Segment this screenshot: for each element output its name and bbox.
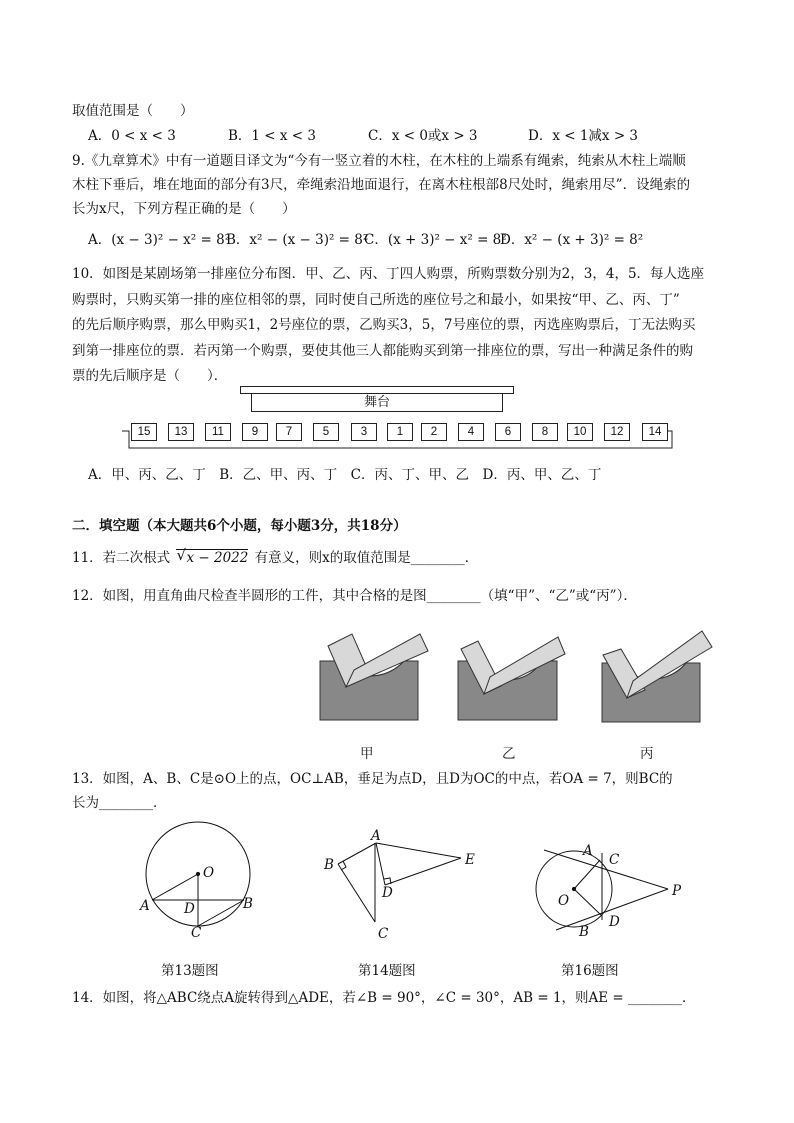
seat-2: 2 [421, 423, 447, 441]
seat-3: 3 [351, 423, 377, 441]
seat-12: 12 [604, 423, 630, 441]
fig14-label-a: A [371, 828, 381, 844]
caption-fig14: 第14题图 [358, 963, 416, 979]
fig16-label-c: C [609, 852, 620, 868]
fig13-label-a: A [140, 898, 150, 914]
figure-16 [536, 850, 668, 930]
q8-stem-tail: 取值范围是（ ） [72, 103, 194, 119]
fig13-label-d: D [184, 901, 195, 917]
fig14-label-b: B [324, 857, 334, 873]
fig13-label-b: B [243, 896, 253, 912]
q9-option-a: A．(x − 3)² − x² = 8² [88, 232, 231, 248]
q9-line1: 9.《九章算术》中有一道题目译文为“今有一竖立着的木柱，在木柱的上端系有绳索，纯索从木柱上端顺 [72, 153, 686, 169]
label-jia: 甲 [360, 746, 374, 762]
q13-line1: 13．如图，A、B、C是⊙O上的点，OC⊥AB，垂足为点D，且D为OC的中点，若OA = 7，则BC的 [72, 771, 673, 787]
fig16-label-p: P [672, 883, 682, 899]
fig14-label-c: C [378, 926, 389, 942]
q11-radicand: x − 2022 [186, 550, 249, 566]
caption-fig16: 第16题图 [561, 963, 619, 979]
q14-text: 14．如图，将△ABC绕点A旋转得到△ADE，若∠B = 90°，∠C = 30°，AB = 1，则AE = ________． [72, 990, 696, 1006]
seat-1: 1 [387, 423, 413, 441]
fig16-label-o: O [558, 893, 570, 909]
q8-option-b: B．1 < x < 3 [228, 128, 317, 144]
figure-14 [338, 843, 461, 922]
q9-line2: 木柱下垂后，堆在地面的部分有3尺，牵绳索沿地面退行，在离木柱根部8尺处时，绳索用尽”．设绳索的 [72, 177, 691, 193]
q10-line1: 10．如图是某剧场第一排座位分布图．甲、乙、丙、丁四人购票，所购票数分别为2，3，4，5．每人选座 [72, 266, 705, 282]
seat-10: 10 [567, 423, 593, 441]
fig16-label-a: A [583, 843, 593, 859]
seat-6: 6 [495, 423, 521, 441]
caption-fig13: 第13题图 [161, 963, 219, 979]
q11-post: 有意义，则x的取值范围是________． [254, 550, 479, 566]
q9-option-c: C．(x + 3)² − x² = 8² [364, 232, 507, 248]
label-yi: 乙 [502, 746, 516, 762]
seat-15: 15 [131, 423, 157, 441]
sqrt-symbol: √ [176, 546, 187, 564]
q13-line2: 长为________． [72, 795, 167, 811]
q8-option-d: D．x < 1减x > 3 [528, 128, 639, 144]
seat-7: 7 [276, 423, 302, 441]
fig14-label-e: E [465, 852, 475, 868]
q8-option-c: C．x < 0或x > 3 [368, 128, 478, 144]
fig16-label-b: B [579, 924, 589, 940]
figure-13 [146, 822, 250, 926]
seat-11: 11 [205, 423, 231, 441]
q10-line3: 的先后顺序购票，那么甲购买1，2号座位的票，乙购买3，5，7号座位的票，丙选座购票后，丁无法购买 [72, 317, 696, 333]
q10-options: A．甲、丙、乙、丁 B．乙、甲、丙、丁 C．丙、丁、甲、乙 D．丙、甲、乙、丁 [88, 467, 602, 483]
q10-line2: 购票时，只购买第一排的座位相邻的票，同时使自己所选的座位号之和最小，如果按“甲、乙、丙、丁” [72, 292, 680, 308]
fig16-label-d: D [609, 914, 620, 930]
q10-line5: 票的先后顺序是（ ）． [72, 368, 228, 384]
q12-text: 12．如图，用直角曲尺检查半圆形的工件，其中合格的是图________（填“甲”、“乙”或“丙”）． [72, 588, 637, 604]
q8-option-a: A．0 < x < 3 [88, 128, 176, 144]
section-heading: 二．填空题（本大题共6个小题，每小题3分，共18分） [72, 518, 407, 534]
seat-4: 4 [458, 423, 484, 441]
seat-8: 8 [532, 423, 558, 441]
stage-label: 舞台 [251, 393, 503, 412]
q9-line3: 长为x尺，下列方程正确的是（ ） [72, 201, 296, 217]
label-bing: 丙 [640, 746, 654, 762]
seat-5: 5 [313, 423, 339, 441]
fig13-label-c: C [191, 925, 202, 941]
q10-line4: 到第一排座位的票．若丙第一个购票，要使其他三人都能购买到第一排座位的票，写出一种满足条件的购 [72, 343, 693, 359]
q9-option-b: B．x² − (x − 3)² = 8² [226, 232, 369, 248]
q9-option-d: D．x² − (x + 3)² = 8² [500, 232, 644, 248]
seat-9: 9 [242, 423, 268, 441]
fig13-label-o: O [203, 865, 215, 881]
seat-14: 14 [642, 423, 668, 441]
q11-pre: 11．若二次根式 [72, 550, 171, 566]
fig14-label-d: D [382, 885, 393, 901]
seat-13: 13 [168, 423, 194, 441]
